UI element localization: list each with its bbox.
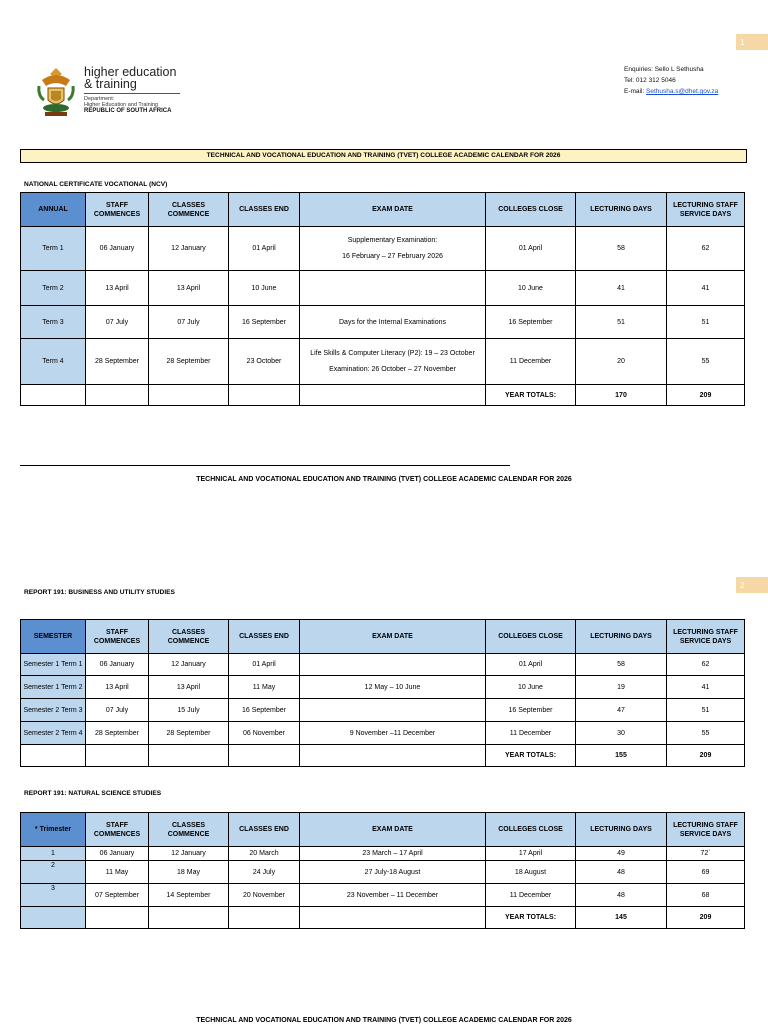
table-cell: 11 May <box>229 676 300 699</box>
row-label: Semester 1 Term 2 <box>21 676 86 699</box>
dhet-logo <box>36 66 186 120</box>
table-cell: 06 January <box>86 847 149 861</box>
exam-date-cell: 23 March – 17 April <box>300 847 486 861</box>
table-cell: 28 September <box>149 722 229 745</box>
table-cell: 06 January <box>86 227 149 271</box>
table-cell: 12 January <box>149 227 229 271</box>
column-header: CLASSES END <box>229 813 300 847</box>
totals-days: 145 <box>576 907 667 929</box>
row-label: Semester 1 Term 1 <box>21 654 86 676</box>
table-cell: 13 April <box>86 676 149 699</box>
table-cell: 20 March <box>229 847 300 861</box>
page-number-tab: 1 <box>736 34 768 50</box>
table-cell: 62 <box>667 227 745 271</box>
table-cell: 01 April <box>229 227 300 271</box>
empty-cell <box>21 907 86 929</box>
totals-row <box>21 385 745 406</box>
table-cell: 41 <box>667 676 745 699</box>
table-row <box>21 306 745 339</box>
exam-date-cell <box>300 227 486 271</box>
exam-date-cell <box>300 699 486 722</box>
science-section-title: REPORT 191: NATURAL SCIENCE STUDIES <box>24 790 162 797</box>
table-cell: 12 January <box>149 847 229 861</box>
row-label: Term 4 <box>21 339 86 385</box>
table-cell: 19 <box>576 676 667 699</box>
tel-text: Tel: 012 312 5046 <box>624 77 676 84</box>
table-cell: 16 September <box>486 306 576 339</box>
column-header: EXAM DATE <box>300 813 486 847</box>
empty-cell <box>300 745 486 767</box>
exam-date-cell <box>300 271 486 306</box>
table-cell: 62 <box>667 654 745 676</box>
table-header-row <box>21 193 745 227</box>
table-cell: 23 October <box>229 339 300 385</box>
empty-cell <box>86 745 149 767</box>
table-cell: 41 <box>576 271 667 306</box>
logo-country: REPUBLIC OF SOUTH AFRICA <box>84 108 172 114</box>
ncv-section-title: NATIONAL CERTIFICATE VOCATIONAL (NCV) <box>24 181 168 188</box>
table-cell: 20 <box>576 339 667 385</box>
column-header: * Trimester <box>21 813 86 847</box>
totals-label: YEAR TOTALS: <box>486 745 576 767</box>
coat-of-arms-icon <box>36 66 76 120</box>
empty-cell <box>86 385 149 406</box>
table-cell: 51 <box>667 306 745 339</box>
science-table <box>20 812 745 929</box>
logo-line-2: & training <box>84 77 137 91</box>
empty-cell <box>229 385 300 406</box>
column-header: CLASSES END <box>229 193 300 227</box>
table-cell: 10 June <box>229 271 300 306</box>
table-cell: 11 December <box>486 884 576 907</box>
exam-date-cell: Days for the Internal Examinations <box>300 306 486 339</box>
logo-line-1: higher education <box>84 65 177 79</box>
column-header: LECTURING STAFF SERVICE DAYS <box>667 620 745 654</box>
table-cell: 16 September <box>486 699 576 722</box>
table-cell: 16 September <box>229 699 300 722</box>
table-cell: 51 <box>667 699 745 722</box>
column-header: LECTURING STAFF SERVICE DAYS <box>667 813 745 847</box>
row-label: 2 <box>21 861 86 884</box>
table-header-row <box>21 813 745 847</box>
totals-label: YEAR TOTALS: <box>486 907 576 929</box>
logo-dept-name: Higher Education and Training <box>84 102 158 108</box>
table-row <box>21 654 745 676</box>
table-row <box>21 861 745 884</box>
column-header: STAFF COMMENCES <box>86 620 149 654</box>
column-header: EXAM DATE <box>300 620 486 654</box>
table-row <box>21 676 745 699</box>
table-row <box>21 884 745 907</box>
exam-date-cell: 23 November – 11 December <box>300 884 486 907</box>
row-label: Term 2 <box>21 271 86 306</box>
exam-date-cell <box>300 339 486 385</box>
enquiries-text: Enquiries: Sello L Sethusha <box>624 66 704 73</box>
table-cell: 49 <box>576 847 667 861</box>
exam-date-cell <box>300 654 486 676</box>
row-label: Term 3 <box>21 306 86 339</box>
empty-cell <box>149 385 229 406</box>
table-cell: 20 November <box>229 884 300 907</box>
table-cell: 58 <box>576 654 667 676</box>
table-cell: 11 December <box>486 339 576 385</box>
table-cell: 01 April <box>486 654 576 676</box>
table-cell: 13 April <box>149 271 229 306</box>
row-label: Semester 2 Term 3 <box>21 699 86 722</box>
totals-row <box>21 745 745 767</box>
table-row <box>21 339 745 385</box>
table-cell: 07 July <box>86 699 149 722</box>
row-label: 3 <box>21 884 86 907</box>
ncv-table <box>20 192 745 406</box>
column-header: COLLEGES CLOSE <box>486 193 576 227</box>
column-header: EXAM DATE <box>300 193 486 227</box>
column-header: LECTURING DAYS <box>576 620 667 654</box>
email-label: E-mail: <box>624 88 647 95</box>
empty-cell <box>149 907 229 929</box>
contact-block <box>624 64 718 97</box>
exam-date-cell: 9 November –11 December <box>300 722 486 745</box>
empty-cell <box>21 745 86 767</box>
table-row <box>21 699 745 722</box>
column-header: CLASSES COMMENCE <box>149 813 229 847</box>
column-header: LECTURING DAYS <box>576 193 667 227</box>
table-row <box>21 847 745 861</box>
exam-date-cell: 27 July-18 August <box>300 861 486 884</box>
table-cell: 16 September <box>229 306 300 339</box>
table-cell: 18 August <box>486 861 576 884</box>
table-cell: 28 September <box>86 339 149 385</box>
table-cell: 47 <box>576 699 667 722</box>
table-cell: 11 May <box>86 861 149 884</box>
column-header: STAFF COMMENCES <box>86 193 149 227</box>
column-header: LECTURING DAYS <box>576 813 667 847</box>
table-cell: 01 April <box>229 654 300 676</box>
table-cell: 55 <box>667 339 745 385</box>
column-header: STAFF COMMENCES <box>86 813 149 847</box>
table-cell: 07 September <box>86 884 149 907</box>
empty-cell <box>229 907 300 929</box>
table-cell: 13 April <box>86 271 149 306</box>
column-header: CLASSES COMMENCE <box>149 193 229 227</box>
table-cell: 06 November <box>229 722 300 745</box>
row-label: Term 1 <box>21 227 86 271</box>
page-divider <box>20 465 510 466</box>
totals-service: 209 <box>667 745 745 767</box>
table-cell: 51 <box>576 306 667 339</box>
table-cell: 13 April <box>149 676 229 699</box>
table-cell: 12 January <box>149 654 229 676</box>
totals-days: 155 <box>576 745 667 767</box>
table-header-row <box>21 620 745 654</box>
email-link[interactable]: Sethusha.s@dhet.gov.za <box>646 88 719 95</box>
totals-row <box>21 907 745 929</box>
empty-cell <box>86 907 149 929</box>
empty-cell <box>300 907 486 929</box>
table-cell: 24 July <box>229 861 300 884</box>
table-row <box>21 271 745 306</box>
page-number-tab: 2 <box>736 577 768 593</box>
table-row <box>21 227 745 271</box>
column-header: COLLEGES CLOSE <box>486 620 576 654</box>
table-cell: 15 July <box>149 699 229 722</box>
email-line <box>624 86 718 97</box>
exam-line: Examination: 26 October – 27 November <box>329 365 456 373</box>
table-cell: 11 December <box>486 722 576 745</box>
table-cell: 69 <box>667 861 745 884</box>
table-cell: 48 <box>576 861 667 884</box>
column-header: COLLEGES CLOSE <box>486 813 576 847</box>
logo-divider <box>84 93 180 94</box>
page-2-title: TECHNICAL AND VOCATIONAL EDUCATION AND TRAINING (TVET) COLLEGE ACADEMIC CALENDAR FOR 2026 <box>196 476 572 483</box>
table-cell: 07 July <box>86 306 149 339</box>
table-cell: 07 July <box>149 306 229 339</box>
column-header: CLASSES COMMENCE <box>149 620 229 654</box>
exam-line: Life Skills & Computer Literacy (P2): 19 – 23 October <box>310 349 475 357</box>
table-cell: 01 April <box>486 227 576 271</box>
table-row <box>21 722 745 745</box>
business-section-title: REPORT 191: BUSINESS AND UTILITY STUDIES <box>24 589 175 596</box>
exam-date-cell: 12 May – 10 June <box>300 676 486 699</box>
table-cell: 10 June <box>486 271 576 306</box>
table-cell: 06 January <box>86 654 149 676</box>
empty-cell <box>149 745 229 767</box>
exam-line: Supplementary Examination: <box>347 236 438 244</box>
logo-dept-label: Department: <box>84 96 115 102</box>
table-cell: 41 <box>667 271 745 306</box>
totals-service: 209 <box>667 385 745 406</box>
row-label: 1 <box>21 847 86 861</box>
table-cell: 48 <box>576 884 667 907</box>
table-cell: 68 <box>667 884 745 907</box>
calendar-banner: TECHNICAL AND VOCATIONAL EDUCATION AND TRAINING (TVET) COLLEGE ACADEMIC CALENDAR FOR 2026 <box>20 149 747 163</box>
table-cell: 28 September <box>86 722 149 745</box>
table-cell: 72` <box>667 847 745 861</box>
empty-cell <box>229 745 300 767</box>
table-cell: 10 June <box>486 676 576 699</box>
business-table <box>20 619 745 767</box>
row-label: Semester 2 Term 4 <box>21 722 86 745</box>
column-header: CLASSES END <box>229 620 300 654</box>
column-header: SEMESTER <box>21 620 86 654</box>
page-3-title: TECHNICAL AND VOCATIONAL EDUCATION AND TRAINING (TVET) COLLEGE ACADEMIC CALENDAR FOR 2026 <box>196 1017 572 1024</box>
table-cell: 55 <box>667 722 745 745</box>
table-cell: 18 May <box>149 861 229 884</box>
totals-label: YEAR TOTALS: <box>486 385 576 406</box>
column-header: LECTURING STAFF SERVICE DAYS <box>667 193 745 227</box>
table-cell: 58 <box>576 227 667 271</box>
table-cell: 17 April <box>486 847 576 861</box>
table-cell: 14 September <box>149 884 229 907</box>
table-cell: 28 September <box>149 339 229 385</box>
totals-service: 209 <box>667 907 745 929</box>
table-cell: 30 <box>576 722 667 745</box>
column-header: ANNUAL <box>21 193 86 227</box>
empty-cell <box>300 385 486 406</box>
empty-cell <box>21 385 86 406</box>
totals-days: 170 <box>576 385 667 406</box>
exam-line: 16 February – 27 February 2026 <box>342 252 443 260</box>
